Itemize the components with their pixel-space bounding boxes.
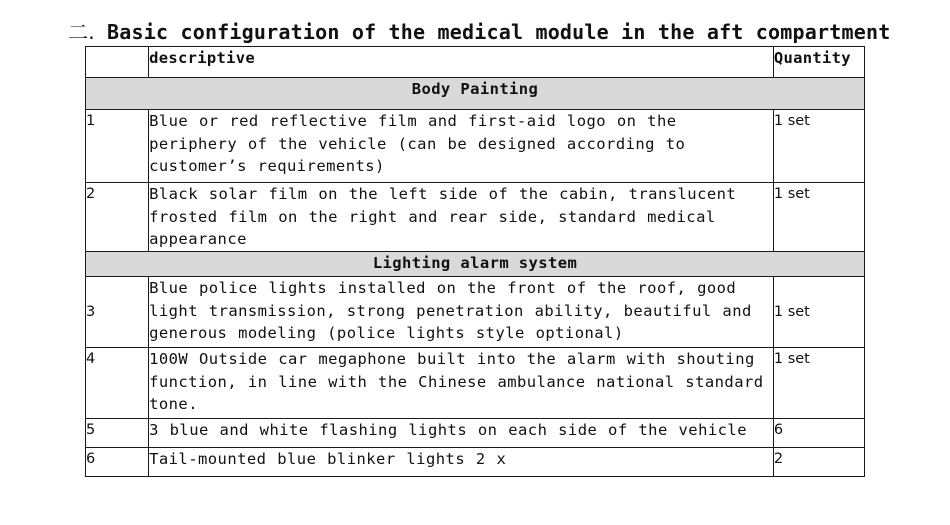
header-quantity-cell: Quantity xyxy=(773,47,864,78)
table-row xyxy=(86,348,865,419)
table-row xyxy=(86,448,865,477)
row-quantity: 1 set xyxy=(773,277,864,348)
row-number: 5 xyxy=(86,419,149,448)
row-description: Blue or red reflective film and first-aid logo on the periphery of the vehicle (can be designed according to customer’s requirements) xyxy=(149,110,774,183)
section-row-lighting-alarm-system xyxy=(86,252,865,277)
row-number: 1 xyxy=(86,110,149,183)
row-description: Blue police lights installed on the front of the roof, good light transmission, strong penetration ability, beautiful and generous modeling (police lights style optional) xyxy=(149,277,774,348)
header-description-cell: descriptive xyxy=(149,47,774,78)
row-description: Black solar film on the left side of the cabin, translucent frosted film on the right and rear side, standard medical appearance xyxy=(149,183,774,252)
row-number: 6 xyxy=(86,448,149,477)
header-number-cell xyxy=(86,47,149,78)
row-number: 3 xyxy=(86,277,149,348)
table-header-row xyxy=(86,47,865,78)
table-row xyxy=(86,183,865,252)
row-quantity: 1 set xyxy=(773,110,864,183)
row-description: 100W Outside car megaphone built into the alarm with shouting function, in line with the Chinese ambulance national standard tone. xyxy=(149,348,774,419)
table-row xyxy=(86,277,865,348)
section-row-body-painting xyxy=(86,78,865,110)
table-row xyxy=(86,419,865,448)
configuration-table xyxy=(85,46,865,477)
page-title xyxy=(68,18,890,46)
row-number: 4 xyxy=(86,348,149,419)
table-row xyxy=(86,110,865,183)
row-quantity: 1 set xyxy=(773,348,864,419)
title-text: Basic configuration of the medical module in the aft compartment xyxy=(107,20,891,44)
section-title: Body Painting xyxy=(86,78,865,110)
row-description: Tail-mounted blue blinker lights 2 x xyxy=(149,448,774,477)
section-number: 二. xyxy=(68,20,95,44)
row-quantity: 1 set xyxy=(773,183,864,252)
row-description: 3 blue and white flashing lights on each side of the vehicle xyxy=(149,419,774,448)
row-number: 2 xyxy=(86,183,149,252)
row-quantity: 6 xyxy=(773,419,864,448)
section-title: Lighting alarm system xyxy=(86,252,865,277)
row-quantity: 2 xyxy=(773,448,864,477)
